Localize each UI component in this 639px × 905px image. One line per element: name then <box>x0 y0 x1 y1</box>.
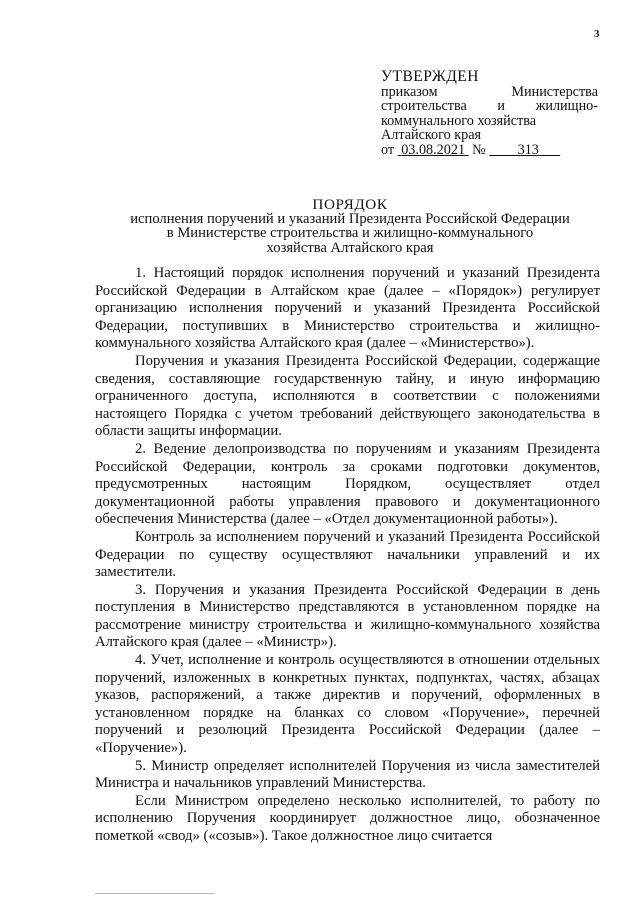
title-main: ПОРЯДОК <box>312 196 388 213</box>
paragraph: Контроль за исполнением поручений и указаний Президента Российской Федерации по существу осуществляют начальники управлений и их заместители. <box>95 528 600 581</box>
paragraph: Если Министром определено несколько исполнителей, то работу по исполнению Поручения координирует должностное лицо, обозначенное пометкой «свод» («созыв»). Такое должностное лицо считается <box>95 792 600 844</box>
approval-date-line <box>381 143 598 158</box>
approval-number-sign: № <box>472 141 486 158</box>
title-line: в Министерстве строительства и жилищно-коммунального <box>166 225 534 242</box>
approval-date: 03.08.2021 <box>401 141 466 158</box>
paragraph: 4. Учет, исполнение и контроль осуществляются в отношении отдельных поручений, изложенных в конкретных пунктах, подпунктах, частях, абзацах указов, распоряжений, а также директив и поручений, оформленных в установленном порядке на бланках со словом «Поручение», перечней поручений и резолюций Президента Российской Федерации (далее – «Поручение»). <box>95 652 600 757</box>
paragraph: Поручения и указания Президента Российской Федерации, содержащие сведения, составляющие государственную тайну, и иную информацию ограниченного доступа, исполняются в соответствии с положениями настоящего Порядка с учетом требований действующего законодательства в области защиты информации. <box>95 352 600 440</box>
paragraph: 1. Настоящий порядок исполнения поручений и указаний Президента Российской Федерации в Алтайском крае (далее – «Порядок») регулирует организацию исполнения поручений и указаний Президента Российской Федерации, поступивших в Министерство строительства и жилищно-коммунального хозяйства Алтайского края (далее – «Министерство»). <box>95 265 600 352</box>
approval-heading: УТВЕРЖДЕН <box>381 68 479 85</box>
title-line: хозяйства Алтайского края <box>266 239 434 256</box>
page-number: 3 <box>594 28 600 40</box>
paragraph: 5. Министр определяет исполнителей Поручения из числа заместителей Министра и начальников управлений Министерства. <box>95 757 600 792</box>
paragraph: 3. Поручения и указания Президента Российской Федерации в день поступления в Министерство представляются в установленном порядке на рассмотрение министру строительства и жилищно-коммунального хозяйства Алтайского края (далее – «Министр»). <box>95 581 600 651</box>
approval-number: 313 <box>517 141 539 158</box>
document-title <box>100 198 600 255</box>
paragraph: 2. Ведение делопроизводства по поручениям и указаниям Президента Российской Федерации, контроль за сроками подготовки документов, предусмотренных настоящим Порядком, осуществляет отдел документационной работы управления правового и документационного обеспечения Министерства (далее – «Отдел документационной работы»). <box>95 440 600 528</box>
approval-date-prefix: от <box>381 141 395 158</box>
title-line: исполнения поручений и указаний Президента Российской Федерации <box>130 211 570 228</box>
page-bottom-rule <box>95 893 215 894</box>
approval-line: Алтайского края <box>381 127 482 144</box>
approval-stamp <box>381 70 598 158</box>
approval-line: приказом Министерства <box>381 83 598 100</box>
approval-line: строительства и жилищно- <box>381 98 598 115</box>
approval-line: коммунального хозяйства <box>381 112 537 129</box>
document-body <box>95 265 600 846</box>
